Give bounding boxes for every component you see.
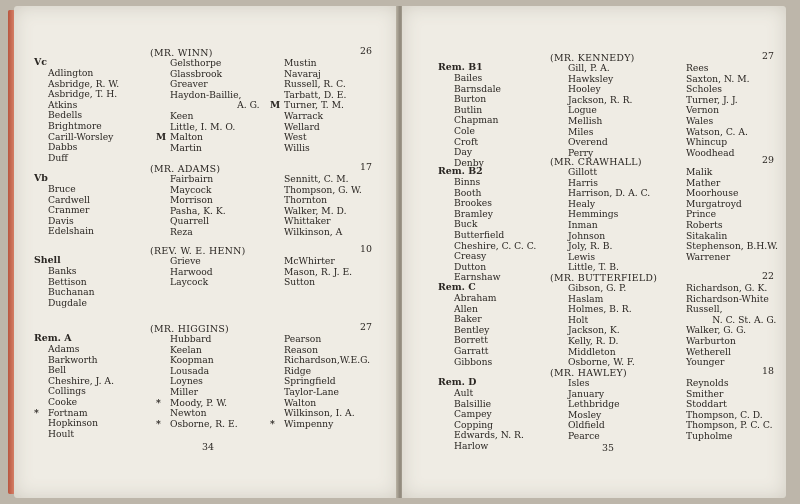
right-page [402,6,786,498]
row-marker: M [270,100,281,112]
pupil-name: Borrett [454,335,488,347]
form-count: 10 [360,244,372,255]
form-count: 22 [762,271,774,282]
pupil-name: Joly, R. B. [568,241,613,253]
pupil-name: Wilkinson, A [284,226,343,238]
pupil-name: Burton [454,94,487,106]
pupil-name: Ault [454,388,474,399]
pupil-name: Malik [686,167,713,178]
pupil-name: Cooke [48,396,78,408]
pupil-name: Miller [170,386,199,398]
pupil-name: Sitakalin [686,230,728,242]
pupil-name: Mather [686,177,721,189]
pupil-name: Stoddart [686,399,727,411]
pupil-name: Hawksley [568,73,614,85]
name-column [270,58,347,154]
pupil-name: Croft [454,136,479,148]
pupil-name: Bell [48,365,67,377]
pupil-name: Baker [454,314,482,326]
form-count: 26 [360,46,372,57]
pupil-name: A. G. [170,100,260,112]
pupil-name: Garratt [454,345,489,357]
form-label: Rem. D [438,377,477,388]
name-column [48,267,95,309]
pupil-name: Wimpenny * [270,418,334,430]
row-marker: M [156,132,167,144]
pupil-name: Mustin [284,58,317,69]
pupil-name: Warrener [686,251,731,263]
pupil-name: Warburton [686,335,736,347]
pupil-name: Roberts [686,219,723,231]
form-master: (MR. KENNEDY) [550,53,635,64]
pupil-name: Buchanan [48,287,95,299]
pupil-name: Prince [686,209,717,221]
pupil-name: Johnson [568,230,606,242]
pupil-name: Cranmer [48,205,90,217]
pupil-name: Thompson, P. C. C. [686,420,773,432]
form-master: (MR. WINN) [150,48,213,59]
form-count: 17 [360,162,372,173]
pupil-name: Gelsthorpe [170,58,222,69]
pupil-name: Sutton [284,277,316,289]
pupil-name: Davis [48,215,74,227]
name-column [568,64,632,159]
name-column [568,168,650,274]
name-column [686,379,773,443]
pupil-name: Bruce [48,184,76,195]
pupil-name: Moody, P. W. * [156,397,228,409]
pupil-name: Turner, J. J. [686,94,738,106]
pupil-name: Vernon [686,105,719,117]
pupil-name: Reason [284,344,318,356]
pupil-name: Kelly, R. D. [568,335,619,347]
pupil-name: Bentley [454,324,490,336]
pupil-name: Asbridge, R. W. [48,78,120,90]
name-column [156,334,238,430]
pupil-name: Bedells [48,110,83,122]
pupil-name: Oldfield [568,420,605,432]
pupil-name: Dabbs [48,142,78,154]
pupil-name: Barnsdale [454,83,501,95]
pupil-name: Lousada [170,365,210,377]
pupil-name: West [284,132,307,144]
pupil-name: Thompson, C. D. [686,409,763,421]
pupil-name: Harlow [454,440,489,452]
pupil-name: Overend [568,137,608,149]
pupil-name: Harris [568,177,598,189]
pupil-name: Chapman [454,115,499,127]
pupil-name: N. C. St. A. G. [686,314,777,326]
form-label: Shell [34,255,61,266]
name-column [686,284,776,369]
pupil-name: Jackson, R. R. [568,94,633,106]
pupil-name: Warrack [284,110,324,122]
pupil-name: Richardson,W.E.G. [284,355,371,367]
pupil-name: Richardson, G. K. [686,283,768,294]
pupil-name: Smither [686,388,724,400]
pupil-name: Grieve [170,256,201,267]
form-label: Rem. B1 [438,62,483,73]
pupil-name: Bramley [454,208,493,220]
pupil-name: Reza [170,226,193,238]
pupil-name: Reynolds [686,378,729,389]
pupil-name: Younger [686,357,725,369]
pupil-name: Wellard [284,121,320,133]
pupil-name: Cardwell [48,194,90,206]
pupil-name: Springfield [284,376,336,388]
pupil-name: Hooley [568,84,601,96]
name-column [568,284,635,369]
name-column [270,334,371,430]
pupil-name: Thornton [284,195,328,207]
pupil-name: Balsillie [454,398,492,410]
pupil-name: McWhirter [284,256,335,267]
pupil-name: Gibson, G. P. [568,283,627,294]
name-column [454,294,497,368]
pupil-name: Collings [48,386,86,398]
form-master: (REV. W. E. HENN) [150,246,246,257]
pupil-name: Haslam [568,293,604,305]
pupil-name: Malton M [156,132,203,144]
pupil-name: Cole [454,125,475,137]
name-column [284,175,362,239]
pupil-name: Pearce [568,430,600,442]
pupil-name: Banks [48,266,77,277]
pupil-name: Middleton [568,346,616,358]
pupil-name: Haydon-Baillie, [170,89,242,101]
pupil-name: Adlington [48,68,94,79]
pupil-name: Day [454,147,473,159]
form-master: (MR. ADAMS) [150,164,221,175]
pupil-name: Dugdale [48,297,87,309]
row-marker: * [156,397,161,409]
pupil-name: Glassbrook [170,68,223,80]
pupil-name: Dutton [454,261,487,273]
row-marker: * [34,407,39,419]
pupil-name: Copping [454,419,494,431]
name-column [170,175,226,239]
form-count: 27 [762,51,774,62]
form-label: Vc [34,57,47,68]
pupil-name: Buck [454,219,478,231]
pupil-name: Cheshire, C. C. C. [454,240,537,252]
pupil-name: Brightmore [48,120,102,132]
pupil-name: Murgatroyd [686,198,742,210]
pupil-name: Earnshaw [454,272,501,284]
pupil-name: Holmes, B. R. [568,304,632,316]
pupil-name: Mason, R. J. E. [284,266,353,278]
pupil-name: Koopman [170,355,214,367]
pupil-name: Rees [686,63,709,74]
pupil-name: Abraham [454,293,497,304]
pupil-name: Keen [170,110,194,122]
pupil-name: Denby [454,157,484,169]
pupil-name: Wilkinson, I. A. [284,408,355,420]
pupil-name: Isles [568,378,590,389]
name-column [48,185,94,238]
pupil-name: Logue [568,105,597,117]
pupil-name: Inman [568,219,598,231]
form-label: Rem. A [34,333,72,344]
pupil-name: Bettison [48,276,87,288]
pupil-name: Laycock [170,277,209,289]
pupil-name: Walton [284,397,317,409]
name-column [568,379,620,443]
page-number: 35 [602,443,614,454]
pupil-name: Watson, C. A. [686,126,748,138]
pupil-name: Atkins [48,99,78,111]
name-column [454,389,524,453]
pupil-name: Moorhouse [686,188,739,200]
pupil-name: Hemmings [568,209,619,221]
name-column [34,344,114,440]
pupil-name: Gillott [568,167,598,178]
pupil-name: Harrison, D. A. C. [568,188,651,200]
pupil-name: Duff [48,152,68,164]
form-label: Rem. B2 [438,166,483,177]
pupil-name: Hopkinson [48,418,99,430]
form-master: (MR. BUTTERFIELD) [550,273,658,284]
pupil-name: Butlin [454,104,483,116]
pupil-name: Tarbatt, D. E. [284,89,347,101]
pupil-name: Jackson, K. [568,325,620,337]
pupil-name: Asbridge, T. H. [48,89,118,101]
pupil-name: Healy [568,198,596,210]
pupil-name: Navaraj [284,68,321,80]
pupil-name: Thompson, G. W. [284,184,362,196]
pupil-name: Tupholme [686,430,733,442]
pupil-name: Cheshire, J. A. [48,375,114,387]
pupil-name: Booth [454,187,482,199]
form-master: (MR. CRAWHALL) [550,157,642,168]
pupil-name: Taylor-Lane [284,386,339,398]
form-label: Vb [34,173,48,184]
pupil-name: Richardson-White [686,293,769,305]
name-column [686,64,750,159]
pupil-name: January [568,388,605,400]
pupil-name: Hubbard [170,334,212,345]
pupil-name: Osborne, W. F. [568,357,635,369]
pupil-name: Maycock [170,184,212,196]
pupil-name: Walker, G. G. [686,325,747,337]
name-column [454,178,536,284]
pupil-name: Binns [454,177,481,188]
left-page [14,6,398,498]
name-column [686,168,778,263]
form-master: (MR. HIGGINS) [150,324,230,335]
name-column [170,257,213,289]
pupil-name: Willis [284,142,310,154]
pupil-name: Miles [568,126,594,138]
pupil-name: Whittaker [284,216,331,228]
pupil-name: Adams [48,344,80,355]
pupil-name: Holt [568,314,589,326]
pupil-name: Newton [170,408,207,420]
pupil-name: Edwards, N. R. [454,430,524,442]
row-marker: * [270,418,275,430]
pupil-name: Gill, P. A. [568,63,610,74]
name-column [284,257,352,289]
pupil-name: Sennitt, C. M. [284,174,349,185]
pupil-name: Perry [568,147,594,159]
pupil-name: Fortnam * [34,407,88,419]
form-count: 18 [762,366,774,377]
pupil-name: Loynes [170,376,203,388]
pupil-name: Russell, [686,304,723,316]
pupil-name: Campey [454,409,492,421]
pupil-name: Wetherell [686,346,731,358]
pupil-name: Scholes [686,84,722,96]
pupil-name: Lewis [568,251,596,263]
pupil-name: Quarrell [170,216,210,228]
pupil-name: Mellish [568,115,603,127]
pupil-name: Bailes [454,73,483,84]
pupil-name: Walker, M. D. [284,205,347,217]
pupil-name: Barkworth [48,354,98,366]
pupil-name: Whincup [686,137,728,149]
name-column [454,74,501,169]
pupil-name: Morrison [170,195,213,207]
form-count: 27 [360,322,372,333]
pupil-name: Stephenson, B.H.W. [686,241,778,253]
pupil-name: Martin [170,142,202,154]
form-count: 29 [762,155,774,166]
pupil-name: Little, T. B. [568,262,619,274]
pupil-name: Butterfield [454,229,505,241]
pupil-name: Gibbons [454,356,493,368]
page-number: 34 [202,442,214,453]
pupil-name: Brookes [454,198,492,210]
pupil-name: Keelan [170,344,202,356]
pupil-name: Harwood [170,266,213,278]
pupil-name: Pearson [284,334,322,345]
name-column [156,58,260,154]
pupil-name: Wales [686,115,714,127]
pupil-name: Saxton, N. M. [686,73,750,85]
pupil-name: Turner, T. M. M [270,100,344,112]
pupil-name: Lethbridge [568,399,620,411]
pupil-name: Pasha, K. K. [170,205,226,217]
form-label: Rem. C [438,282,476,293]
pupil-name: Woodhead [686,147,735,159]
pupil-name: Hoult [48,428,75,440]
form-master: (MR. HAWLEY) [550,368,627,379]
pupil-name: Edelshain [48,226,94,238]
pupil-name: Ridge [284,365,312,377]
name-column [48,69,119,164]
pupil-name: Russell, R. C. [284,79,346,91]
pupil-name: Greaver [170,79,208,91]
pupil-name: Osborne, R. E. * [156,418,238,430]
pupil-name: Little, I. M. O. [170,121,236,133]
pupil-name: Creasy [454,251,487,263]
pupil-name: Carill-Worsley [48,131,114,143]
pupil-name: Allen [454,303,478,315]
row-marker: * [156,418,161,430]
pupil-name: Fairbairn [170,174,214,185]
pupil-name: Mosley [568,409,602,421]
